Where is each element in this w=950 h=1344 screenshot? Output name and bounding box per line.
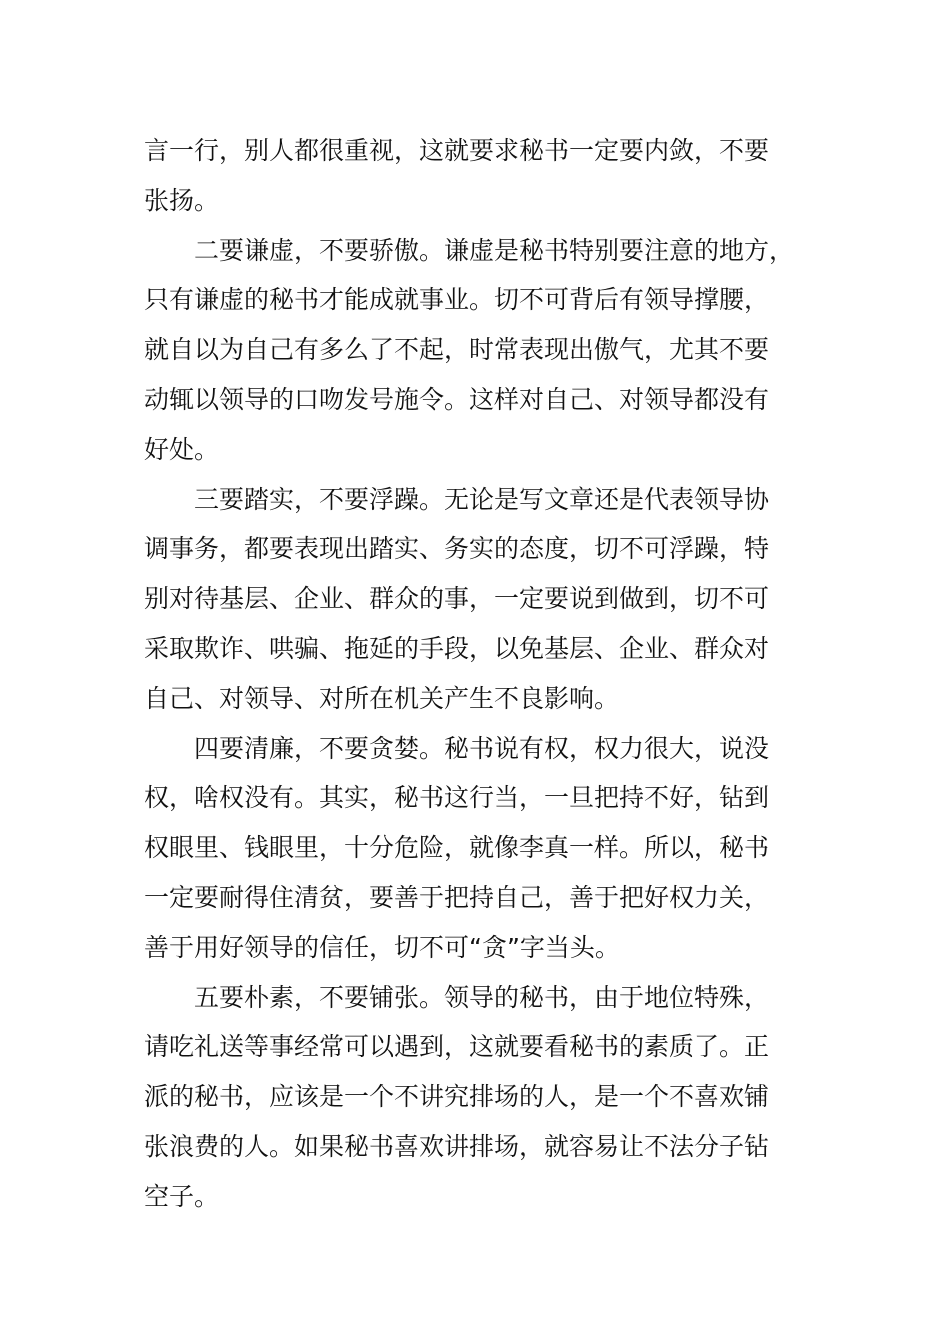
text-line: 权眼里、钱眼里，十分危险，就像李真一样。所以，秘书	[144, 833, 770, 863]
paragraph-first-line: 五要朴素，不要铺张。领导的秘书，由于地位特殊，	[194, 982, 770, 1012]
text-line: 善于用好领导的信任，切不可“贪”字当头。	[144, 932, 620, 962]
body-text	[144, 126, 834, 1222]
text-line: 只有谦虚的秘书才能成就事业。切不可背后有领导撑腰，	[144, 285, 770, 315]
text-line: 采取欺诈、哄骗、拖延的手段，以免基层、企业、群众对	[144, 633, 770, 663]
text-line: 张浪费的人。如果秘书喜欢讲排场，就容易让不法分子钻	[144, 1131, 770, 1161]
text-line: 权，啥权没有。其实，秘书这行当，一旦把持不好，钻到	[144, 783, 770, 813]
paragraph-first-line: 三要踏实，不要浮躁。无论是写文章还是代表领导协	[194, 484, 770, 514]
paragraph-first-line: 二要谦虚，不要骄傲。谦虚是秘书特别要注意的地方，	[194, 235, 795, 265]
text-line: 派的秘书，应该是一个不讲究排场的人，是一个不喜欢铺	[144, 1082, 770, 1112]
text-line: 动辄以领导的口吻发号施令。这样对自己、对领导都没有	[144, 384, 770, 414]
text-line: 空子。	[144, 1181, 220, 1211]
text-line: 自己、对领导、对所在机关产生不良影响。	[144, 683, 620, 713]
text-line: 就自以为自己有多么了不起，时常表现出傲气，尤其不要	[144, 335, 770, 365]
text-line: 请吃礼送等事经常可以遇到，这就要看秘书的素质了。正	[144, 1032, 770, 1062]
text-line: 张扬。	[144, 185, 220, 215]
text-line: 调事务，都要表现出踏实、务实的态度，切不可浮躁，特	[144, 534, 770, 564]
text-line: 一定要耐得住清贫，要善于把持自己，善于把好权力关，	[144, 882, 770, 912]
text-line: 别对待基层、企业、群众的事，一定要说到做到，切不可	[144, 584, 770, 614]
paragraph-first-line: 四要清廉，不要贪婪。秘书说有权，权力很大，说没	[194, 733, 770, 763]
text-line: 言一行，别人都很重视，这就要求秘书一定要内敛，不要	[144, 136, 770, 165]
text-line: 好处。	[144, 434, 220, 464]
